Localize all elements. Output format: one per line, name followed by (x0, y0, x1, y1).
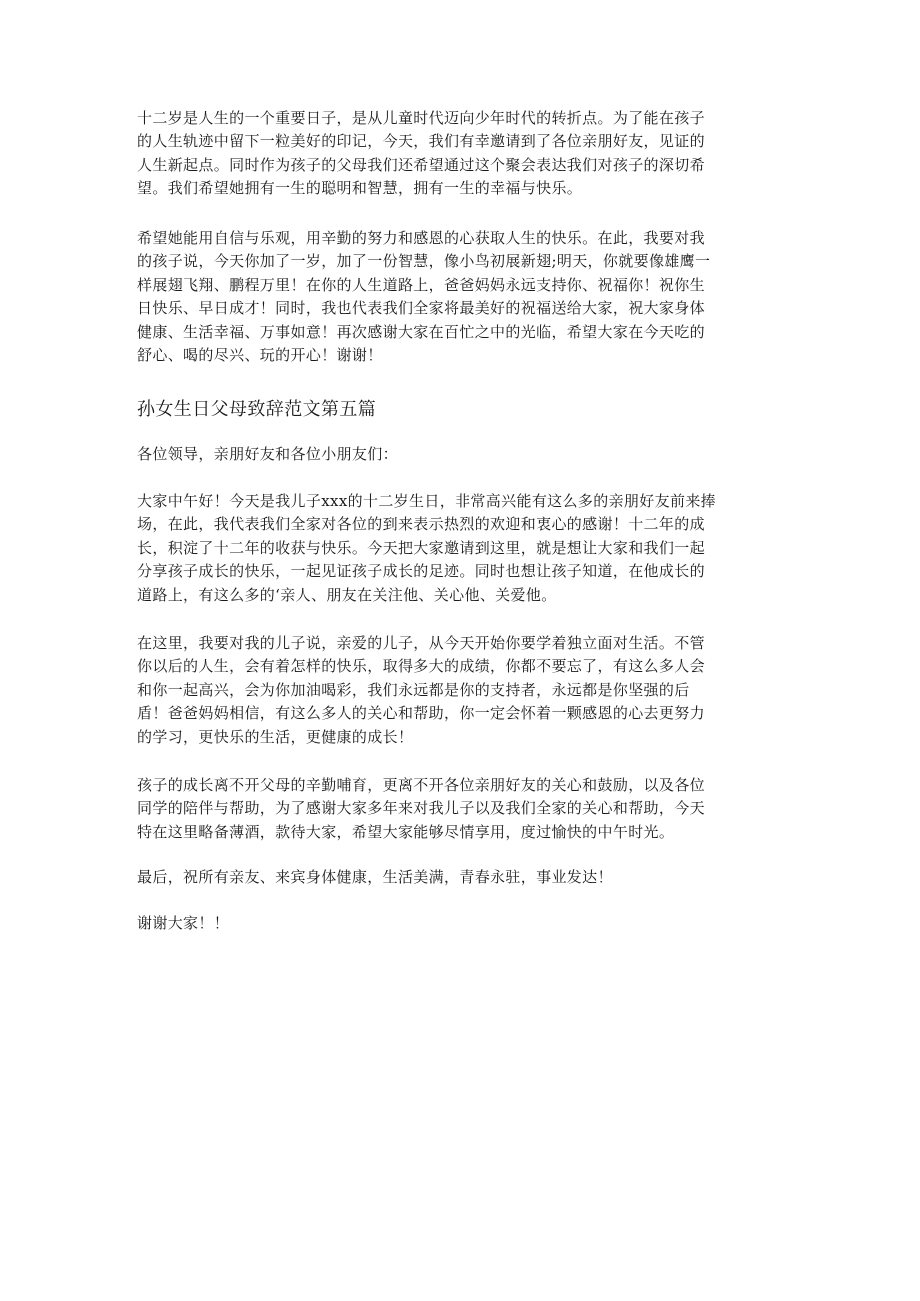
text-line: 健康、生活幸福、万事如意！再次感谢大家在百忙之中的光临，希望大家在今天吃的 (137, 322, 705, 341)
section-heading: 孙女生日父母致辞范文第五篇 (137, 399, 377, 420)
paragraph-to-son (137, 632, 797, 749)
text-line: 各位领导，亲朋好友和各位小朋友们： (137, 445, 398, 463)
text-line: 十二岁是人生的一个重要日子，是从儿童时代迈向少年时代的转折点。为了能在孩子 (137, 109, 705, 127)
text-line: 和你一起高兴，会为你加油喝彩，我们永远都是你的支持者，永远都是你坚强的后 (137, 680, 690, 699)
text-line: 盾！爸爸妈妈相信，有这么多人的关心和帮助，你一定会怀着一颗感恩的心去更努力 (137, 704, 705, 723)
text-line: 谢谢大家！！ (137, 914, 230, 932)
text-line: 日快乐、早日成才！同时，我也代表我们全家将最美好的祝福送给大家，祝大家身体 (137, 299, 705, 318)
text-line: 长，积淀了十二年的收获与快乐。今天把大家邀请到这里，就是想让大家和我们一起 (137, 538, 705, 557)
paragraph-welcome (137, 490, 797, 607)
text-line: 特在这里略备薄酒，款待大家，希望大家能够尽情享用，度过愉快的中午时光。 (137, 822, 675, 841)
paragraph-greeting (137, 443, 797, 466)
text-line: 同学的陪伴与帮助，为了感谢大家多年来对我儿子以及我们全家的关心和帮助，今天 (137, 799, 705, 818)
text-line: 的孩子说，今天你加了一岁，加了一份智慧，像小鸟初展新翅;明天，你就要像雄鹰一 (137, 252, 711, 271)
text-line: 道路上，有这么多的‘亲人、朋友在关注他、关心他、关爱他。 (137, 585, 557, 604)
text-line: 望。我们希望她拥有一生的聪明和智慧，拥有一生的幸福与快乐。 (137, 179, 583, 198)
paragraph-intro (137, 107, 797, 201)
text-line: 的学习，更快乐的生活，更健康的成长！ (137, 727, 414, 746)
paragraph-closing-wishes (137, 866, 797, 889)
text-line: 场，在此，我代表我们全家对各位的到来表示热烈的欢迎和衷心的感谢！十二年的成 (137, 515, 705, 534)
text-line: 大家中午好！今天是我儿子xxx的十二岁生日，非常高兴能有这么多的亲朋好友前来捧 (137, 492, 717, 510)
paragraph-wishes (137, 227, 797, 367)
paragraph-thank-you (137, 912, 797, 935)
text-line: 舒心、喝的尽兴、玩的开心！谢谢！ (137, 345, 383, 364)
text-line: 的人生轨迹中留下一粒美好的印记，今天，我们有幸邀请到了各位亲朋好友，见证的 (137, 132, 705, 151)
text-line: 孩子的成长离不开父母的辛勤哺育，更离不开各位亲朋好友的关心和鼓励，以及各位 (137, 776, 705, 794)
text-line: 人生新起点。同时作为孩子的父母我们还希望通过这个聚会表达我们对孩子的深切希 (137, 155, 705, 174)
paragraph-thanks (137, 774, 797, 844)
text-line: 希望她能用自信与乐观，用辛勤的努力和感恩的心获取人生的快乐。在此，我要对我 (137, 229, 705, 247)
text-line: 你以后的人生，会有着怎样的快乐，取得多大的成绩，你都不要忘了，有这么多人会 (137, 657, 705, 676)
text-line: 样展翅飞翔、鹏程万里！在你的人生道路上，爸爸妈妈永远支持你、祝福你！祝你生 (137, 275, 705, 294)
text-line: 在这里，我要对我的儿子说，亲爱的儿子，从今天开始你要学着独立面对生活。不管 (137, 634, 705, 652)
text-line: 分享孩子成长的快乐，一起见证孩子成长的足迹。同时也想让孩子知道，在他成长的 (137, 562, 705, 581)
text-line: 最后，祝所有亲友、来宾身体健康，生活美满，青春永驻，事业发达！ (137, 868, 613, 886)
